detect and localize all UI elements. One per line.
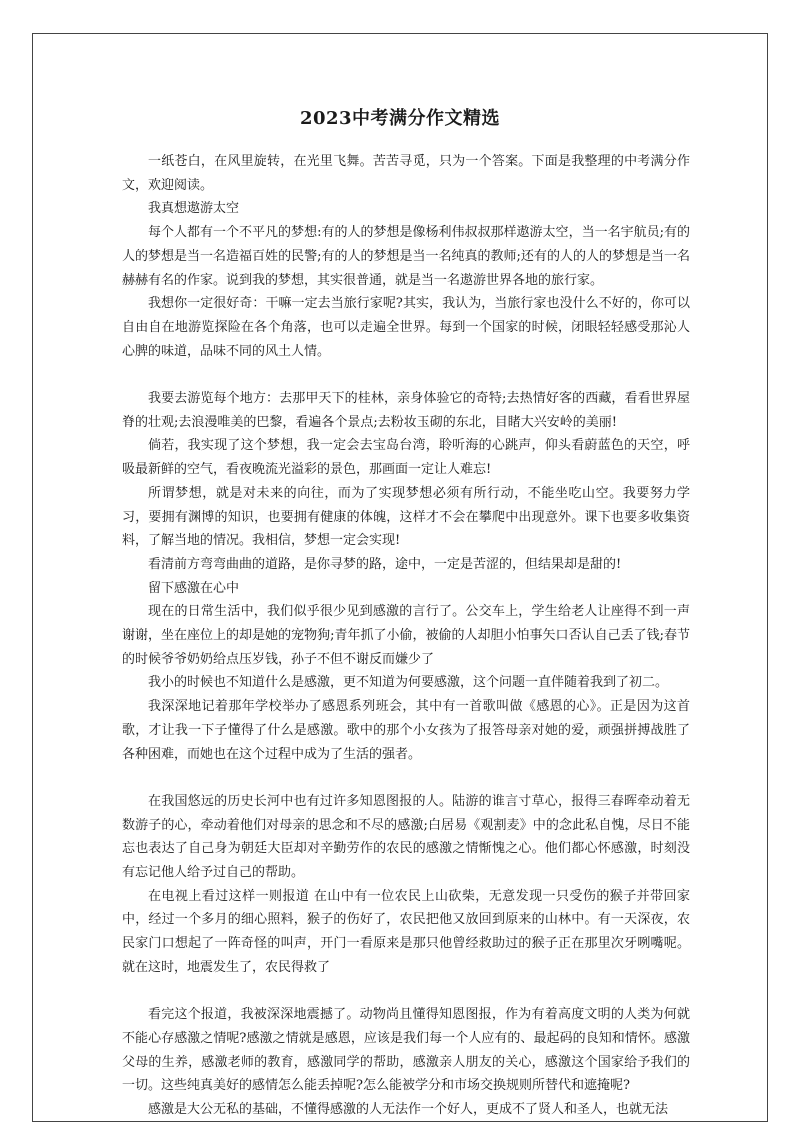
blank-line <box>122 363 690 387</box>
body-paragraph: 一纸苍白，在风里旋转，在光里飞舞。苦苦寻觅，只为一个答案。下面是我整理的中考满分作文，欢迎阅读。 <box>122 154 690 193</box>
blank-line <box>122 766 690 790</box>
body-paragraph: 感激是大公无私的基础，不懂得感激的人无法作一个好人，更成不了贤人和圣人，也就无法 <box>148 1102 669 1118</box>
body-paragraph: 看清前方弯弯曲曲的道路，是你寻梦的路，途中，一定是苦涩的，但结果却是甜的! <box>148 556 622 572</box>
body-paragraph: 倘若，我实现了这个梦想，我一定会去宝岛台湾，聆听海的心跳声，仰头看蔚蓝色的天空，呼吸最新鲜的空气，看夜晚流光溢彩的景色，那画面一定让人难忘! <box>122 438 690 478</box>
body-paragraph: 看完这个报道，我被深深地震撼了。动物尚且懂得知恩图报，作为有着高度文明的人类为何就不能心存感激之情呢?感激之情就是感恩，应该是我们每一个人应有的、最起码的良知和情怀。感激父母的生养，感激老师的教育，感激同学的帮助，感激亲人朋友的关心，感激这个国家给予我们的一切。这些纯真美好的感情怎么能丢掉呢?怎么能被学分和市场交换规则所替代和遮掩呢? <box>122 1007 690 1094</box>
body-paragraph: 我小的时候也不知道什么是感激，更不知道为何要感激，这个问题一直伴随着我到了初二。 <box>148 675 669 691</box>
body-paragraph: 所谓梦想，就是对未来的向往，而为了实现梦想必须有所行动，不能坐吃山空。我要努力学习，要拥有渊博的知识，也要拥有健康的体魄，这样才不会在攀爬中出现意外。课下也要多收集资料，了解当地的情况。我相信，梦想一定会实现! <box>122 485 690 549</box>
blank-line <box>122 980 690 1004</box>
section-heading: 留下感激在心中 <box>148 580 240 596</box>
section-heading: 我真想遨游太空 <box>148 201 240 217</box>
document-body <box>122 150 690 1122</box>
body-paragraph: 我深深地记着那年学校举办了感恩系列班会，其中有一首歌叫做《感恩的心》。正是因为这首歌，才让我一下子懂得了什么是感激。歌中的那个小女孩为了报答母亲对她的爱，顽强拼搏战胜了各种困难，而她也在这个过程中成为了生活的强者。 <box>122 699 690 762</box>
body-paragraph: 我想你一定很好奇：干嘛一定去当旅行家呢?其实，我认为，当旅行家也没什么不好的，你可以自由自在地游览探险在各个角落，也可以走遍全世界。每到一个国家的时候，闭眼轻轻感受那沁人心脾的味道，品味不同的风土人情。 <box>122 296 690 359</box>
body-paragraph: 在我国悠远的历史长河中也有过许多知恩图报的人。陆游的谁言寸草心，报得三春晖牵动着无数游子的心，牵动着他们对母亲的思念和不尽的感激;白居易《观割麦》中的念此私自愧，尽日不能忘也表达了自己身为朝廷大臣却对辛勤劳作的农民的感激之情惭愧之心。他们都心怀感激，时刻没有忘记他人给予过自己的帮助。 <box>122 793 690 881</box>
body-paragraph: 在电视上看过这样一则报道 在山中有一位农民上山砍柴，无意发现一只受伤的猴子并带回家中，经过一个多月的细心照料，猴子的伤好了，农民把他又放回到原来的山林中。有一天深夜，农民家门口想起了一阵奇怪的叫声，开门一看原来是那只他曾经救助过的猴子正在那里次牙咧嘴呢。就在这时，地震发生了，农民得救了 <box>122 888 690 975</box>
body-paragraph: 我要去游览每个地方：去那甲天下的桂林，亲身体验它的奇特;去热情好客的西藏，看看世界屋脊的壮观;去浪漫唯美的巴黎，看遍各个景点;去粉妆玉砌的东北，目睹大兴安岭的美丽! <box>122 391 690 430</box>
body-paragraph: 每个人都有一个不平凡的梦想:有的人的梦想是像杨利伟叔叔那样遨游太空，当一名宇航员;有的人的梦想是当一名造福百姓的民警;有的人的梦想是当一名纯真的教师;还有的人的人的梦想是当一名赫赫有名的作家。说到我的梦想，其实很普通，就是当一名遨游世界各地的旅行家。 <box>122 225 690 288</box>
document-title: 2023中考满分作文精选 <box>299 108 501 129</box>
body-paragraph: 现在的日常生活中，我们似乎很少见到感激的言行了。公交车上，学生给老人让座得不到一声谢谢，坐在座位上的却是她的宠物狗;青年抓了小偷，被偷的人却胆小怕事矢口否认自己丢了钱;春节的时候爷爷奶奶给点压岁钱，孙子不但不谢反而嫌少了 <box>122 604 690 667</box>
